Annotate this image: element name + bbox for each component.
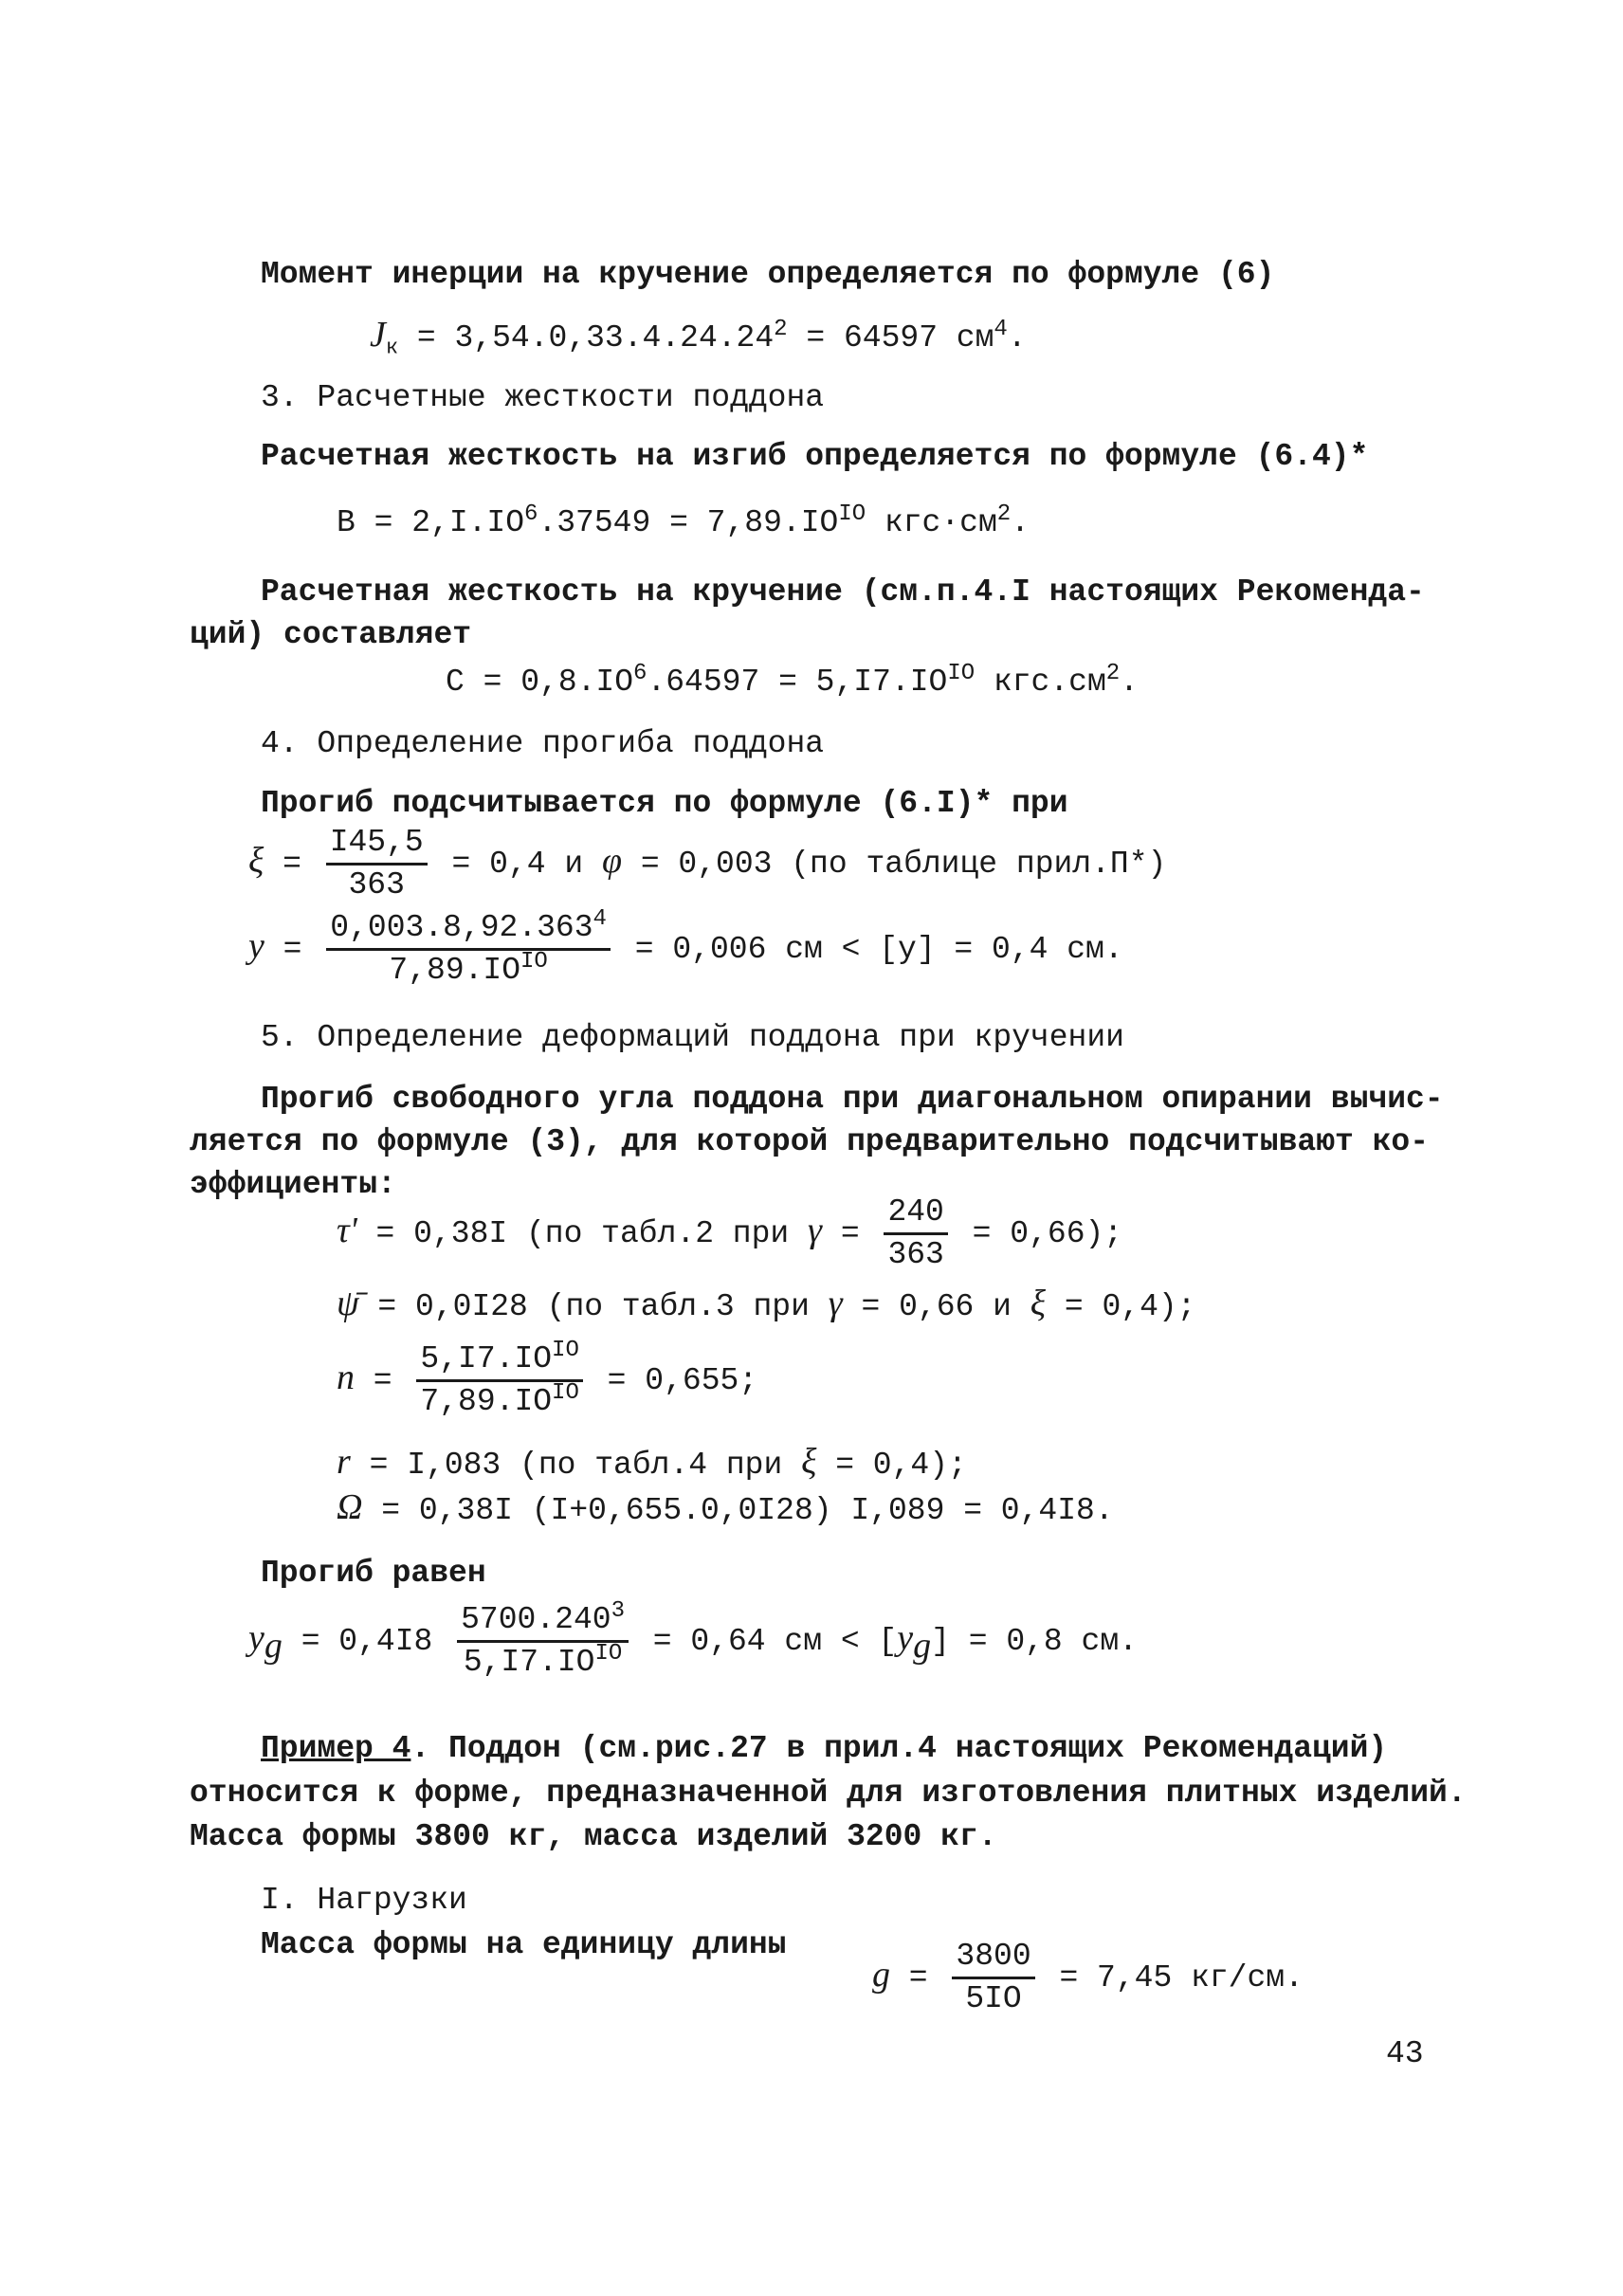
symbol: y [248, 926, 264, 967]
formula-text: = 0,003 (по таблице прил.П*) [640, 847, 1167, 883]
symbol: φ [601, 841, 623, 882]
section-heading: I. Нагрузки [261, 1883, 467, 1918]
numerator-text: 0,003.8,92.363 [330, 910, 593, 945]
formula-text: = I,083 (по табл.4 при [369, 1448, 783, 1483]
subscript: к [385, 336, 399, 360]
text-line: Прогиб свободного угла поддона при диагональном опирании вычис- [261, 1082, 1444, 1117]
formula-text: = 0,006 см < [y] = 0,4 см. [634, 932, 1123, 968]
numerator: 240 [884, 1194, 947, 1235]
section-heading: 3. Расчетные жесткости поддона [261, 380, 825, 415]
fraction [326, 906, 611, 989]
formula-text: = 64597 см [806, 320, 994, 355]
fraction [416, 1338, 582, 1420]
formula-text: B = 2,I.IO [337, 505, 525, 540]
symbol: ψ̄ [337, 1284, 359, 1323]
formula-text: = 0,4); [1064, 1289, 1196, 1324]
symbol: r [337, 1442, 351, 1482]
superscript: IO [947, 661, 976, 686]
symbol: Ω [337, 1487, 363, 1527]
superscript: 3 [611, 1598, 625, 1624]
superscript: 2 [1105, 661, 1121, 686]
formula-text: = 0,655; [607, 1363, 758, 1399]
formula-coef-omega [337, 1488, 1114, 1530]
superscript: 6 [633, 661, 647, 686]
formula-text: = 3,54.0,33.4.24.24 [416, 320, 775, 355]
text-line: . Поддон (см.рис.27 в прил.4 настоящих Рекомендаций) [410, 1731, 1388, 1766]
formula-text: = 0,38I (I+0,655.0,0I28) I,089 = 0,4I8. [381, 1493, 1114, 1528]
formula-text: .37549 = 7,89.IO [538, 505, 839, 540]
text-line: Прогиб подсчитывается по формуле (6.I)* при [261, 786, 1068, 821]
numerator-text: 5700.240 [461, 1602, 611, 1637]
fraction [884, 1194, 947, 1273]
text-line: Расчетная жесткость на изгиб определяется по формуле (6.4)* [261, 439, 1369, 474]
formula-text: = 0,66); [972, 1216, 1123, 1252]
superscript: IO [594, 1641, 623, 1667]
unit: кгс.см [993, 665, 1106, 700]
fraction [952, 1939, 1034, 2017]
section-heading: 4. Определение прогиба поддона [261, 726, 825, 761]
numerator [326, 906, 611, 951]
formula-torsion-stiffness: $C = 0,8.IO^6.64597 = 5,I7.IO^{IO}$ $кгс.см^2$. [446, 661, 1139, 700]
formula-text: = 7,45 кг/см. [1059, 1960, 1304, 1996]
symbol: ξ [801, 1442, 817, 1482]
formula-torsion-inertia: $J_к = 3,54.0,33.4.24.24^2 = 64597$ $см^4$. [370, 315, 1027, 360]
formula-bending-stiffness: $B = 2,I.IO^6.37549 = 7,89.IO^{IO}$ $кгс\cdot см^2$. [337, 501, 1030, 540]
symbol: g [872, 1955, 890, 1995]
subscript: g [264, 1625, 283, 1666]
superscript: 2 [774, 317, 788, 342]
formula-coef-tau: τ' = 0,38I (по табл.2 при γ = $\frac{240}{363}$ = 0,66); [337, 1194, 1123, 1272]
numerator-text: 5,I7.IO [420, 1341, 553, 1376]
formula-text: = 0,64 см < [ [652, 1624, 898, 1660]
example-label: Пример 4 [261, 1731, 411, 1766]
symbol: y [897, 1618, 914, 1659]
example-heading-line [261, 1730, 1387, 1768]
symbol: ξ [248, 841, 264, 882]
text-line: Масса формы 3800 кг, масса изделий 3200 кг. [190, 1819, 997, 1854]
formula-coef-psi [337, 1285, 1195, 1326]
text-line: Расчетная жесткость на кручение (см.п.4.I настоящих Рекоменда- [261, 574, 1425, 610]
formula-text: = 0,4I8 [301, 1624, 433, 1660]
formula-load-per-length: g = $\frac{3800}{5IO}$ = 7,45 кг/см. [872, 1939, 1304, 2016]
text-line: Масса формы на единицу длины [261, 1927, 787, 1962]
numerator [457, 1598, 629, 1643]
numerator: I45,5 [326, 825, 428, 866]
formula-deflection: y = $\frac{0,003.8,92.363^4}{7,89.IO^{IO}}$ = 0,006 см < [y] = 0,4 см. [248, 906, 1123, 988]
formula-text: = 0,4 и [451, 847, 584, 883]
denominator-text: 7,89.IO [420, 1384, 553, 1419]
superscript: 4 [994, 317, 1008, 342]
symbol: n [337, 1358, 355, 1398]
denominator [416, 1382, 582, 1420]
formula-xi: ξ = $\frac{I45,5}{363}$ = 0,4 и φ = 0,003 (по таблице прил.П*) [248, 825, 1167, 902]
superscript: IO [838, 501, 866, 527]
denominator [326, 951, 611, 989]
text-line: ций) составляет [190, 617, 472, 652]
symbol: τ' [337, 1211, 357, 1251]
text-line: Прогиб равен [261, 1556, 486, 1591]
formula-text: ] = 0,8 см. [931, 1624, 1138, 1660]
denominator: 5IO [965, 1981, 1022, 2016]
symbol: γ [808, 1211, 823, 1251]
formula-coef-r [337, 1443, 967, 1485]
symbol: J [370, 315, 386, 355]
subscript: g [913, 1625, 932, 1666]
denominator: 363 [348, 867, 405, 902]
denominator-text: 5,I7.IO [463, 1645, 595, 1680]
text-line: относится к форме, предназначенной для изготовления плитных изделий. [190, 1776, 1467, 1811]
formula-text: C = 0,8.IO [446, 665, 634, 700]
superscript: 6 [524, 501, 538, 527]
unit: кгс·см [884, 505, 997, 540]
text-line: Момент инерции на кручение определяется по формуле (6) [261, 257, 1275, 292]
formula-coef-n: n = $\frac{5,I7.IO^{IO}}{7,89.IO^{IO}}$ = 0,655; [337, 1338, 758, 1419]
formula-text: .64597 = 5,I7.IO [647, 665, 948, 700]
text-line: ляется по формуле (3), для которой предварительно подсчитывают ко- [190, 1124, 1430, 1159]
formula-text: = 0,66 и [861, 1289, 1012, 1324]
superscript: 4 [593, 906, 607, 932]
denominator-text: 7,89.IO [389, 953, 521, 988]
superscript: 2 [996, 501, 1012, 527]
formula-text: = 0,0I28 (по табл.3 при [377, 1289, 810, 1324]
page-number: 43 [1386, 2036, 1424, 2071]
section-heading: 5. Определение деформаций поддона при кручении [261, 1020, 1124, 1055]
numerator: 3800 [952, 1939, 1034, 1979]
symbol: ξ [1030, 1284, 1047, 1323]
formula-corner-deflection [248, 1598, 1138, 1681]
superscript: IO [552, 1338, 579, 1363]
fraction [326, 825, 428, 903]
symbol: γ [828, 1284, 843, 1323]
denominator: 363 [887, 1237, 944, 1272]
symbol: y [248, 1618, 264, 1659]
text-line: эффициенты: [190, 1167, 396, 1202]
superscript: IO [520, 949, 548, 975]
superscript: IO [552, 1380, 579, 1406]
fraction [457, 1598, 629, 1681]
formula-text: = 0,4); [835, 1448, 967, 1483]
numerator [416, 1338, 582, 1382]
formula-text: = 0,38I (по табл.2 при [375, 1216, 790, 1252]
denominator [457, 1643, 629, 1681]
